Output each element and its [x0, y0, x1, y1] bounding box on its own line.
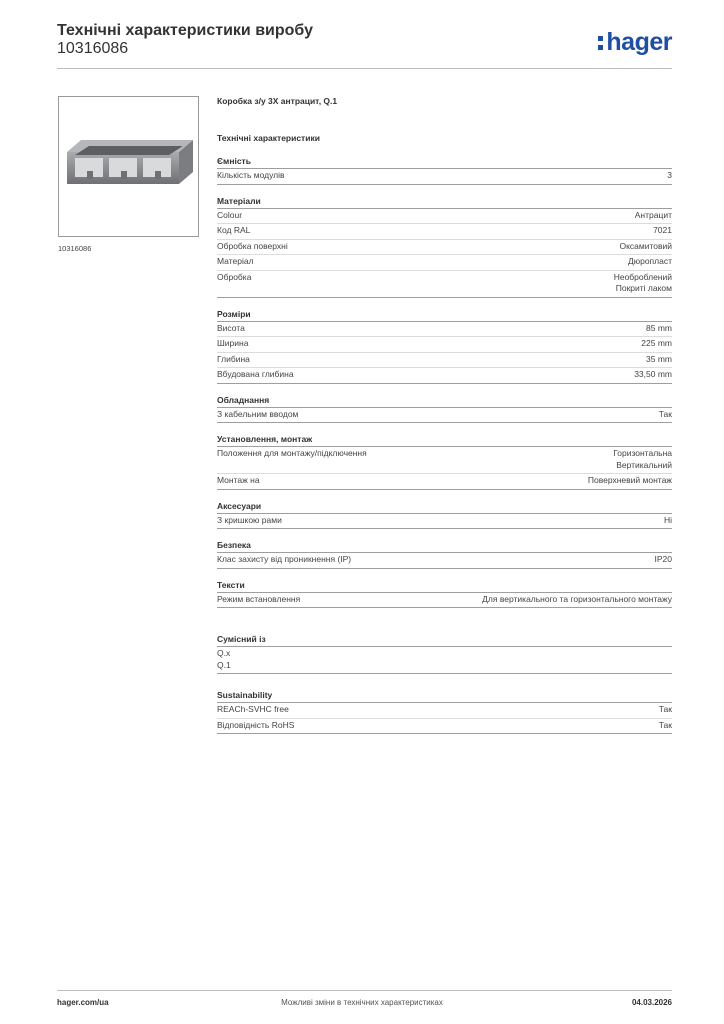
sustainability-section: [217, 688, 672, 734]
spec-row: [217, 514, 672, 530]
spec-label: Ширина: [217, 338, 249, 348]
spec-value-line: 35 mm: [646, 353, 672, 364]
spec-row: [217, 474, 672, 490]
spec-row: [217, 368, 672, 384]
spec-label: REACh-SVHC free: [217, 704, 289, 714]
spec-label: Colour: [217, 209, 243, 220]
spec-value: [641, 338, 672, 350]
spec-value-line: Так: [658, 408, 672, 419]
spec-section: [217, 578, 672, 609]
spec-row: [217, 593, 672, 609]
spec-value: [619, 241, 672, 253]
spec-row: [217, 408, 672, 424]
spec-value: [634, 369, 672, 381]
spec-value-line: Покриті лаком: [615, 283, 672, 293]
spec-value-line: Ні: [663, 514, 672, 525]
spec-row: [217, 240, 672, 256]
section-title: Установлення, монтаж: [217, 432, 672, 447]
spec-value-line: Необроблений: [613, 271, 672, 282]
spec-label: Клас захисту від проникнення (IP): [217, 554, 352, 564]
spec-value: [482, 594, 672, 606]
spec-label: Код RAL: [217, 225, 251, 235]
spec-row: [217, 553, 672, 569]
logo-colon-icon: [598, 36, 603, 50]
spec-content: [217, 94, 672, 734]
spec-section: [217, 154, 672, 185]
sustainability-rows: [217, 703, 672, 734]
spec-value-line: 85 mm: [646, 322, 672, 333]
spec-label: Монтаж на: [217, 475, 260, 485]
spec-value-line: Антрацит: [634, 209, 672, 220]
spec-label: Глибина: [217, 353, 250, 364]
spec-value-line: Дюропласт: [627, 256, 672, 266]
spec-value-line: Горизонтальна: [613, 448, 672, 458]
spec-row: [217, 447, 672, 474]
spec-label: Обробка поверхні: [217, 240, 288, 251]
header-divider: [57, 68, 672, 69]
section-title: Обладнання: [217, 393, 672, 408]
spec-row: [217, 703, 672, 719]
spec-label: Вбудована глибина: [217, 369, 294, 379]
spec-row: [217, 169, 672, 185]
hager-logo: [598, 28, 672, 57]
spec-row: [217, 209, 672, 225]
spec-label: Положення для монтажу/підключення: [217, 448, 367, 458]
spec-label: Матеріал: [217, 256, 254, 266]
spec-label: Висота: [217, 322, 245, 333]
section-title: Матеріали: [217, 194, 672, 209]
spec-value: [646, 354, 672, 366]
compatible-item: Q.x: [217, 648, 231, 658]
spec-value: [613, 448, 672, 471]
spec-row: [217, 322, 672, 338]
spec-sections: [217, 154, 672, 608]
spec-section: [217, 307, 672, 384]
spec-label: Відповідність RoHS: [217, 719, 295, 730]
section-title: Розміри: [217, 307, 672, 322]
section-title: Тексти: [217, 578, 672, 593]
footer-date: 04.03.2026: [631, 998, 672, 1007]
spec-label: З кабельним вводом: [217, 408, 299, 419]
page-title: Технічні характеристики виробу: [57, 22, 313, 39]
logo-text: hager: [606, 28, 672, 56]
product-number: 10316086: [57, 40, 129, 57]
footer-website: hager.com/ua: [57, 998, 109, 1007]
section-title: Безпека: [217, 538, 672, 553]
spec-label: Кількість модулів: [217, 170, 285, 180]
compatible-section: [217, 632, 672, 674]
spec-row: [217, 271, 672, 298]
spec-value: [628, 256, 672, 268]
section-title: Аксесуари: [217, 499, 672, 514]
product-image: [58, 96, 199, 237]
spec-row: [217, 719, 672, 735]
spec-row: [217, 255, 672, 271]
spec-row: [217, 337, 672, 353]
spec-value: [614, 272, 672, 295]
spec-row: [217, 224, 672, 240]
spec-value-line: Вертикальний: [616, 459, 672, 470]
spec-value: [655, 554, 673, 566]
spec-value-line: Поверхневий монтаж: [587, 475, 672, 485]
spec-value: [635, 210, 672, 222]
compatible-item: Q.1: [217, 659, 231, 670]
product-name: Коробка з/у 3X антрацит, Q.1: [217, 96, 338, 106]
spec-label: З кришкою рами: [217, 514, 282, 525]
spec-section: [217, 432, 672, 490]
spec-value: [588, 475, 672, 487]
spec-value-line: Для вертикального та горизонтального монтажу: [482, 593, 672, 604]
spec-value-line: 225 mm: [641, 338, 672, 348]
spec-value-line: 3: [667, 170, 672, 180]
spec-value-line: Оксамитовий: [619, 240, 672, 251]
spec-value: [659, 409, 672, 421]
spec-row: [217, 353, 672, 369]
spec-value: [653, 225, 672, 237]
compatible-list: [217, 647, 672, 674]
footer-disclaimer: Можливі зміни в технічних характеристиках: [281, 998, 443, 1007]
image-caption: 10316086: [58, 244, 92, 253]
spec-value: [667, 170, 672, 182]
section-title: Sustainability: [217, 688, 672, 703]
frame-box-icon: [59, 97, 198, 236]
spec-section: [217, 499, 672, 530]
spec-label: Обробка: [217, 271, 252, 282]
spec-value-line: 33,50 mm: [634, 369, 672, 379]
section-title: Ємність: [217, 154, 672, 169]
spec-value-line: IP20: [654, 554, 672, 564]
spec-value: [659, 720, 672, 732]
spec-value-line: Так: [658, 719, 672, 730]
section-title: Сумісний із: [217, 632, 672, 647]
spec-value-line: 7021: [653, 225, 672, 235]
footer-divider: [57, 990, 672, 991]
spec-section: [217, 194, 672, 298]
spec-value: [664, 515, 672, 527]
spec-heading: Технічні характеристики: [217, 133, 320, 143]
spec-label: Режим встановлення: [217, 593, 301, 604]
spec-value: [646, 323, 672, 335]
spec-value-line: Так: [658, 704, 672, 714]
spec-section: [217, 393, 672, 424]
spec-section: [217, 538, 672, 569]
spec-value: [659, 704, 672, 716]
